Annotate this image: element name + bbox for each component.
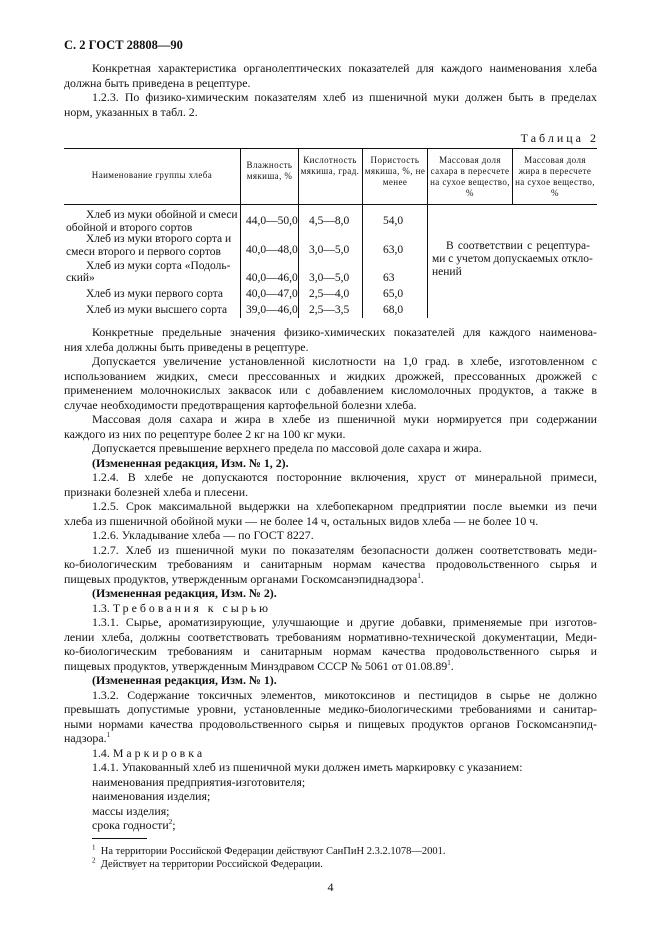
paragraph-line: использованием жидких, смеси прессованных и жидких дрожжей, прессованных дрожжей с bbox=[64, 369, 597, 383]
table-col-divider bbox=[298, 148, 299, 318]
paragraph-line: 1.2.5. Срок максимальной выдержки на хлебопекарном предприятии после выемки из печи bbox=[92, 499, 597, 513]
list-item: наименования изделия; bbox=[92, 789, 211, 803]
footnote-ref: 1 bbox=[447, 659, 451, 668]
footnote-ref: 1 bbox=[417, 572, 421, 581]
list-item: массы изделия; bbox=[92, 804, 170, 818]
paragraph-line: превышать допустимые уровни, установленные медико-биологическими требованиями и санитар- bbox=[64, 702, 597, 716]
row-name: смеси второго и первого сортов bbox=[66, 246, 221, 258]
paragraph-line: пищевых продуктов, утвержденным органами Госкомсанэпиднадзора$^1$. bbox=[64, 572, 424, 586]
intro-line: 1.2.3. По физико-химическим показателям хлеб из пшеничной муки должен быть в пределах bbox=[92, 90, 597, 104]
paragraph-line: случае необходимости предотвращения картофельной болезни хлеба. bbox=[64, 398, 417, 412]
paragraph-line: Конкретные предельные значения физико-химических показателей для каждого наименова- bbox=[92, 325, 597, 339]
header-group: Наименование группы хлеба bbox=[91, 170, 213, 180]
footnote-ref: 1 bbox=[106, 731, 111, 740]
table-label: Таблица 2 bbox=[520, 131, 599, 145]
table-col-divider bbox=[362, 148, 363, 318]
running-header: С. 2 ГОСТ 28808—90 bbox=[64, 38, 183, 52]
row-acidity: 3,0—5,0 bbox=[309, 272, 350, 284]
footnote-1: $^1$ На территории Российской Федерации действуют СанПиН 2.3.2.1078—2001. bbox=[92, 843, 446, 857]
paragraph-line: пищевых продуктов, утвержденным Минздравом СССР № 5061 от 01.08.89$^1$. bbox=[64, 659, 454, 673]
list-item: срока годности$^2$; bbox=[92, 818, 176, 832]
row-acidity: 3,0—5,0 bbox=[309, 244, 350, 256]
row-moisture: 40,0—46,0 bbox=[246, 272, 298, 284]
row-acidity: 2,5—4,0 bbox=[309, 288, 350, 300]
paragraph-line: 1.2.7. Хлеб из пшеничной муки по показателям безопасности должен соответствовать меди- bbox=[92, 543, 597, 557]
footnote-ref: 2 bbox=[168, 818, 173, 827]
table-col-divider bbox=[512, 148, 513, 204]
row-porosity: 63 bbox=[383, 272, 395, 284]
amendment-note: (Измененная редакция, Изм. № 1). bbox=[92, 673, 277, 687]
paragraph-line: надзора.$^1$ bbox=[64, 731, 111, 745]
row-moisture: 44,0—50,0 bbox=[246, 215, 298, 227]
section-heading: 1.4. Маркировка bbox=[92, 746, 206, 760]
paragraph-line: ко-биологическим требованиям и санитарным нормам качества продовольственного сырья и bbox=[64, 644, 597, 658]
row-name: ский» bbox=[66, 272, 95, 284]
row-moisture: 40,0—47,0 bbox=[246, 288, 298, 300]
paragraph-line: 1.3.1. Сырье, ароматизирующие, улучшающие и другие добавки, применяемые при изготов- bbox=[92, 615, 597, 629]
footnote-2: $^2$ Действует на территории Российской Федерации. bbox=[92, 856, 323, 870]
intro-line: норм, указанных в табл. 2. bbox=[64, 105, 198, 119]
paragraph-line: ния хлеба должны быть приведены в рецептуре. bbox=[64, 340, 309, 354]
intro-line: должна быть приведена в рецептуре. bbox=[64, 76, 251, 90]
footnote-separator bbox=[92, 838, 147, 839]
header-fat: Массовая доля жира в пересчете на сухое вещество, % bbox=[515, 155, 595, 198]
table-top-rule bbox=[64, 148, 597, 149]
intro-line: Конкретная характеристика органолептических показателей для каждого наименования хлеба bbox=[92, 61, 597, 75]
row-name: Хлеб из муки сорта «Подоль- bbox=[86, 260, 231, 272]
page-number: 4 bbox=[327, 880, 334, 894]
list-item: наименования предприятия-изготовителя; bbox=[92, 775, 306, 789]
paragraph-line: ко-биологическим требованиям и санитарным нормам качества продовольственного сырья и bbox=[64, 557, 597, 571]
header-moisture: Влажность мякиша, % bbox=[246, 160, 293, 181]
row-porosity: 68,0 bbox=[383, 304, 404, 316]
row-name: Хлеб из муки обойной и смеси bbox=[86, 209, 238, 221]
paragraph-line: применением молочнокислых заквасок или с добавлением кисломолочных продуктов, а также в bbox=[64, 383, 597, 397]
row-porosity: 65,0 bbox=[383, 288, 404, 300]
row-name: Хлеб из муки первого сорта bbox=[86, 288, 223, 300]
paragraph-line: Допускается превышение верхнего предела по массовой доле сахара и жира. bbox=[92, 441, 482, 455]
amendment-note: (Измененная редакция, Изм. № 2). bbox=[92, 586, 277, 600]
table-col-divider bbox=[240, 148, 241, 318]
paragraph-line: ными нормами качества продовольственного сырья и пищевых продуктов органов Госкомсанэпид- bbox=[64, 717, 597, 731]
header-sugar: Массовая доля сахара в пересчете на сухое вещество, % bbox=[430, 155, 510, 198]
paragraph-line: Допускается увеличение установленной кислотности на 1,0 град. в хлебе, изготовленном с bbox=[92, 354, 597, 368]
row-name: обойной и второго сортов bbox=[66, 222, 193, 234]
merged-cell-line: В соответствии с рецептура- bbox=[446, 240, 590, 252]
table-col-divider bbox=[427, 148, 428, 318]
row-moisture: 40,0—48,0 bbox=[246, 244, 298, 256]
paragraph-line: Массовая доля сахара и жира в хлебе из пшеничной муки нормируется при содержании bbox=[92, 412, 597, 426]
row-porosity: 63,0 bbox=[383, 244, 404, 256]
merged-cell-line: нений bbox=[432, 266, 462, 278]
merged-cell-line: ми с учетом допускаемых откло- bbox=[432, 253, 593, 265]
paragraph-line: 1.3.2. Содержание токсичных элементов, микотоксинов и пестицидов в сырье не должно bbox=[92, 688, 597, 702]
header-porosity: Пористость мякиша, %, не менее bbox=[364, 155, 426, 187]
paragraph-line: 1.2.6. Укладывание хлеба — по ГОСТ 8227. bbox=[92, 528, 314, 542]
paragraph-line: каждого из них по рецептуре более 2 кг на 100 кг муки. bbox=[64, 427, 346, 441]
row-porosity: 54,0 bbox=[383, 215, 404, 227]
section-heading: 1.3. Требования к сырью bbox=[92, 601, 272, 615]
table-header-rule bbox=[64, 204, 597, 205]
row-acidity: 4,5—8,0 bbox=[309, 215, 350, 227]
header-acidity: Кислотность мякиша, град. bbox=[300, 155, 360, 176]
paragraph-line: лении хлеба, должны соответствовать требованиям нормативно-технической документации, Меди- bbox=[64, 630, 597, 644]
paragraph-line: признаки болезней хлеба и плесени. bbox=[64, 485, 249, 499]
paragraph-line: хлеба из пшеничной обойной муки — не более 14 ч, остальных видов хлеба — не более 10 ч. bbox=[64, 514, 539, 528]
row-moisture: 39,0—46,0 bbox=[246, 304, 298, 316]
row-name: Хлеб из муки высшего сорта bbox=[86, 304, 228, 316]
paragraph-line: 1.2.4. В хлебе не допускаются посторонние включения, хруст от минеральной примеси, bbox=[92, 470, 597, 484]
paragraph-line: 1.4.1. Упакованный хлеб из пшеничной муки должен иметь маркировку с указанием: bbox=[92, 760, 523, 774]
amendment-note: (Измененная редакция, Изм. № 1, 2). bbox=[92, 456, 289, 470]
row-acidity: 2,5—3,5 bbox=[309, 304, 350, 316]
row-name: Хлеб из муки второго сорта и bbox=[86, 233, 232, 245]
